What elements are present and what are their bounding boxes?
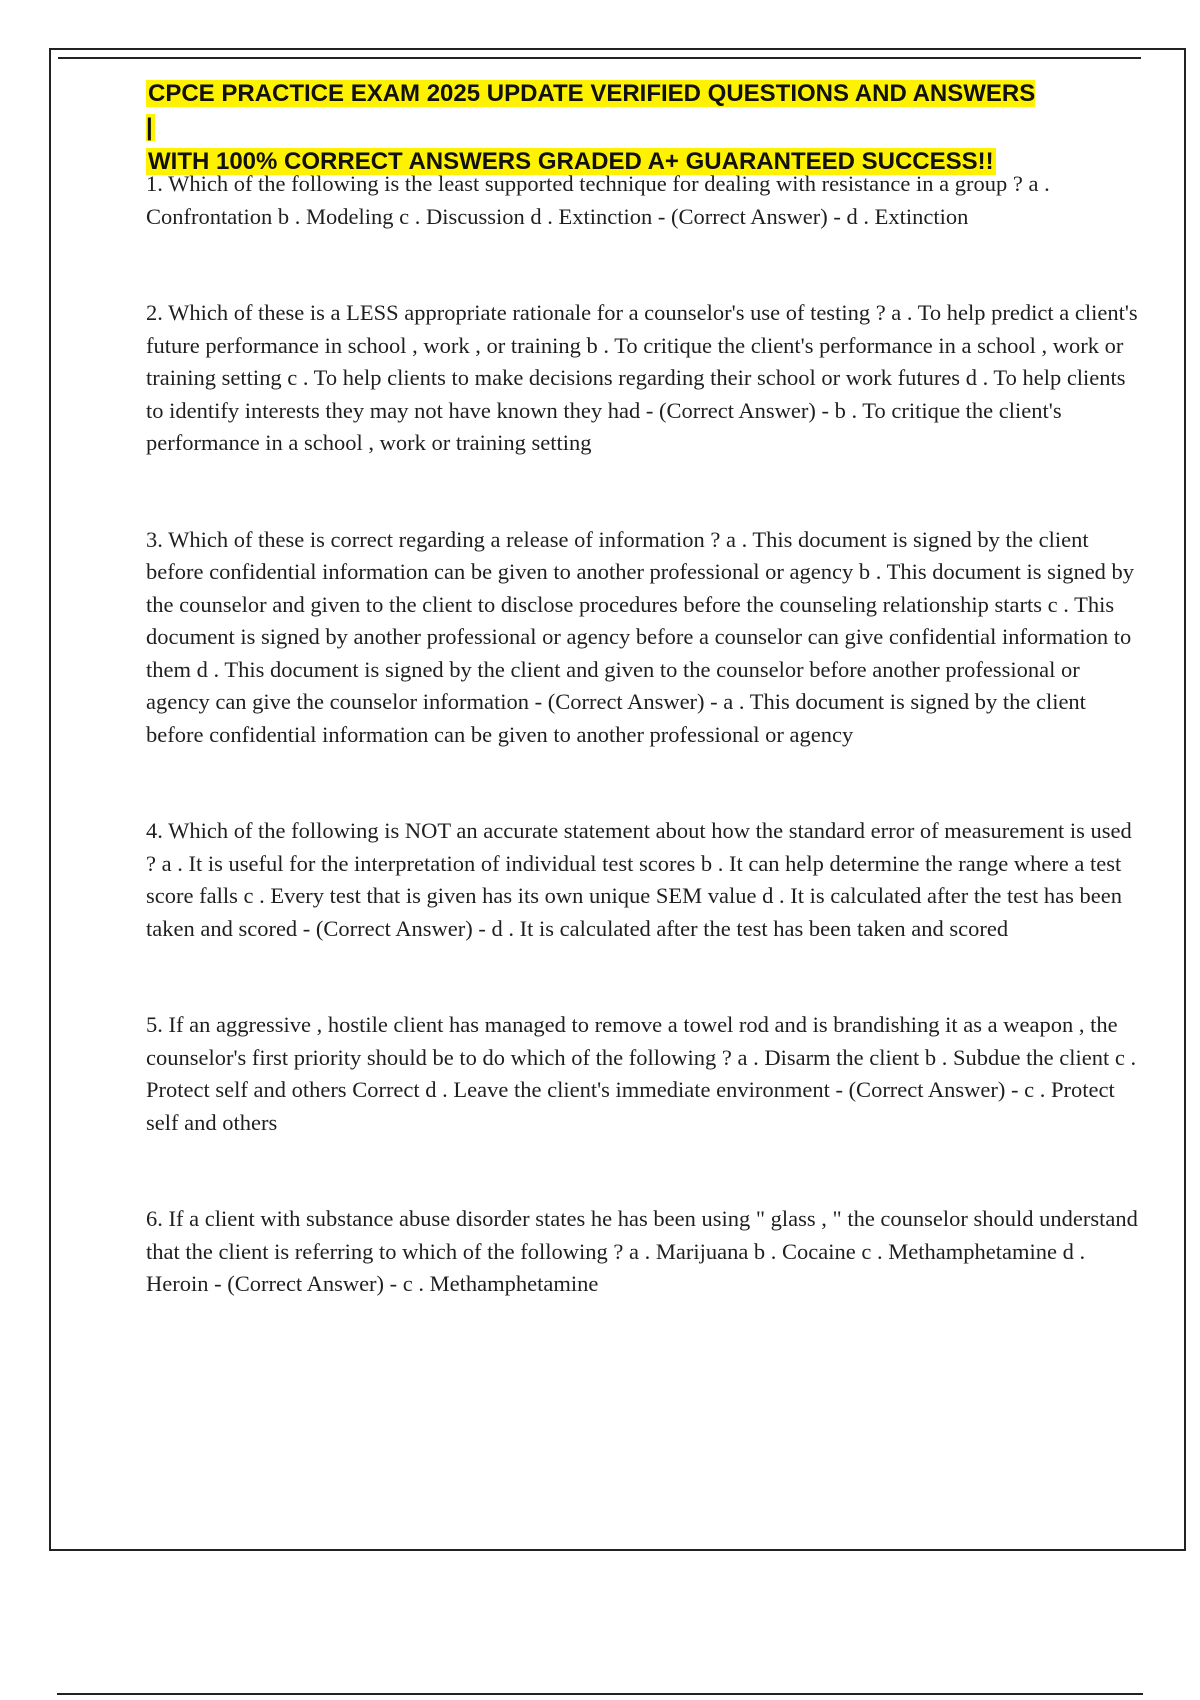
title-highlight-1: CPCE PRACTICE EXAM 2025 UPDATE VERIFIED QUESTIONS AND ANSWERS | — [146, 80, 1036, 141]
page-frame — [49, 48, 1186, 1551]
question-5: 5. If an aggressive , hostile client has managed to remove a towel rod and is brandishing it as a weapon , the counselor's first priority should be to do which of the following ? a . Disarm the client b . Subdue the client c . Protect self and others Correct d . Leave the client's immediate environment - (Correct Answer) - c . Protect self and others — [146, 1012, 1137, 1135]
title-line-1 — [146, 77, 1046, 145]
question-1: 1. Which of the following is the least supported technique for dealing with resistance in a group ? a . Confrontation b . Modeling c . Discussion d . Extinction - (Correct Answer) - d . Extinction — [146, 171, 1050, 229]
title-highlight-2: WITH 100% CORRECT ANSWERS GRADED A+ GUARANTEED SUCCESS!! — [148, 148, 994, 175]
top-divider — [58, 57, 1141, 59]
question-list — [146, 168, 1146, 1365]
question-3: 3. Which of these is correct regarding a release of information ? a . This document is signed by the client before confidential information can be given to another professional or agency b . This document is signed by the counselor and given to the client to disclose procedures before the counseling relationship starts c . This document is signed by another professional or agency before a counselor can give confidential information to them d . This document is signed by the client and given to the counselor before another professional or agency can give the counselor information - (Correct Answer) - a . This document is signed by the client before confidential information can be given to another professional or agency — [146, 526, 1135, 747]
bottom-divider — [57, 1693, 1143, 1695]
document-title — [146, 77, 1046, 179]
question-2: 2. Which of these is a LESS appropriate rationale for a counselor's use of testing ? a . To help predict a client's future performance in school , work , or training b . To critique the client's performance in a school , work or training setting c . To help clients to make decisions regarding their school or work futures d . To help clients to identify interests they may not have known they had - (Correct Answer) - b . To critique the client's performance in a school , work or training setting — [146, 300, 1138, 455]
question-4: 4. Which of the following is NOT an accurate statement about how the standard error of measurement is used ? a . It is useful for the interpretation of individual test scores b . It can help determine the range where a test score falls c . Every test that is given has its own unique SEM value d . It is calculated after the test has been taken and scored - (Correct Answer) - d . It is calculated after the test has been taken and scored — [146, 818, 1132, 941]
question-6: 6. If a client with substance abuse disorder states he has been using " glass , " the counselor should understand that the client is referring to which of the following ? a . Marijuana b . Cocaine c . Methamphetamine d . Heroin - (Correct Answer) - c . Methamphetamine — [146, 1206, 1138, 1296]
